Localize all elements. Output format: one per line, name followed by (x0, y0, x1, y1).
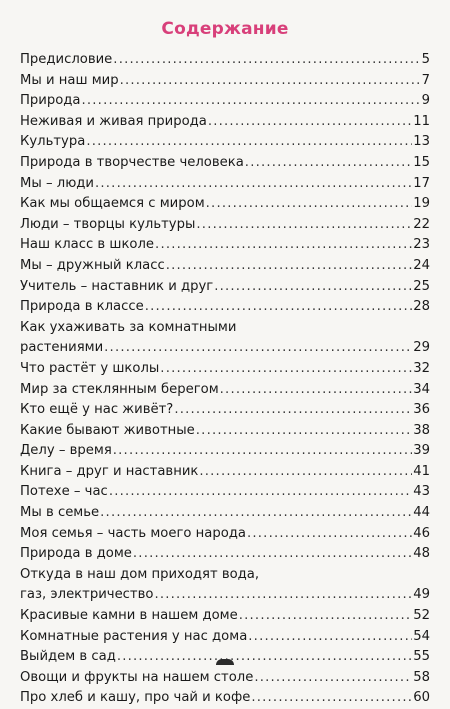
toc-entry (20, 421, 430, 442)
toc-entry-label: Комнатные растения у нас дома (20, 628, 248, 644)
dot-leader (82, 91, 421, 112)
dot-leader (113, 441, 412, 462)
toc-entry-label: Природа (20, 93, 81, 109)
toc-entry (20, 688, 430, 709)
dot-leader (206, 194, 413, 215)
toc-entry-page: 60 (413, 690, 430, 706)
toc-entry-page: 41 (413, 463, 430, 479)
toc-entry-page: 46 (413, 525, 430, 541)
toc-entry (20, 50, 430, 71)
toc-entry (20, 215, 430, 236)
toc-entry-page: 19 (413, 196, 430, 212)
toc-entry (20, 380, 430, 401)
toc-entry-label: Моя семья – часть моего народа (20, 525, 246, 541)
dot-leader (239, 606, 412, 627)
dot-leader (104, 338, 412, 359)
toc-entry-page: 5 (421, 52, 430, 67)
toc-entry-label: Неживая и живая природа (20, 113, 207, 129)
toc-entry (20, 503, 430, 524)
toc-entry (20, 668, 430, 689)
toc-entry-page: 55 (413, 649, 430, 665)
dot-leader (120, 71, 421, 92)
toc-entry-label: Наш класс в школе (20, 237, 155, 253)
toc-entry (20, 235, 430, 256)
toc-entry-label: Как мы общаемся с миром (20, 196, 205, 212)
toc-entry (20, 606, 430, 627)
toc-entry-label: Культура (20, 134, 86, 150)
dot-leader (196, 421, 412, 442)
toc-entry-page: 25 (413, 278, 430, 294)
dot-leader (166, 256, 413, 277)
toc-entry-label: Что растёт у школы (20, 360, 160, 376)
table-of-contents (20, 50, 430, 709)
dot-leader (145, 297, 412, 318)
toc-entry (20, 71, 430, 92)
toc-entry-label: Природа в творчестве человека (20, 154, 244, 170)
toc-entry-page: 36 (413, 402, 430, 418)
toc-entry (20, 441, 430, 462)
toc-entry-page: 17 (413, 175, 430, 191)
dot-leader (199, 462, 412, 483)
toc-entry-label: Выйдем в сад (20, 649, 116, 665)
toc-entry-page: 29 (413, 340, 430, 356)
toc-entry (20, 627, 430, 648)
dot-leader (254, 668, 412, 689)
dot-leader (196, 215, 412, 236)
dot-leader (247, 524, 412, 545)
toc-entry-page: 34 (413, 381, 430, 397)
toc-entry-page: 32 (413, 360, 430, 376)
toc-entry-page: 52 (413, 608, 430, 624)
toc-entry (20, 91, 430, 112)
dot-leader (113, 50, 420, 71)
toc-entry-label: Делу – время (20, 443, 112, 459)
dot-leader (133, 544, 412, 565)
toc-entry-page: 38 (413, 422, 430, 438)
toc-entry-label: Природа в доме (20, 546, 132, 562)
toc-entry-label: газ, электричество (20, 587, 154, 603)
toc-entry-page: 28 (413, 299, 430, 315)
dot-leader (208, 112, 412, 133)
toc-entry-label: Мир за стеклянным берегом (20, 381, 219, 397)
toc-entry (20, 277, 430, 298)
toc-entry (20, 482, 430, 503)
dot-leader (154, 585, 412, 606)
toc-entry-label: растениями (20, 340, 104, 356)
toc-entry-page: 39 (413, 443, 430, 459)
toc-entry-label: Мы – дружный класс (20, 257, 165, 273)
dot-leader (220, 380, 413, 401)
page-title: Содержание (161, 19, 289, 39)
toc-entry-label: Учитель – наставник и друг (20, 278, 214, 294)
toc-entry (20, 544, 430, 565)
dot-leader (248, 627, 412, 648)
dot-leader (155, 235, 412, 256)
dot-leader (100, 503, 412, 524)
dot-leader (160, 359, 412, 380)
toc-entry-page: 58 (413, 669, 430, 685)
toc-entry-label-line1: Откуда в наш дом приходят вода, (20, 566, 260, 582)
toc-entry-page: 9 (421, 93, 430, 109)
toc-entry-label: Книга – друг и наставник (20, 463, 199, 479)
toc-entry (20, 297, 430, 318)
dot-leader (86, 132, 412, 153)
dot-leader (109, 482, 412, 503)
toc-entry (20, 318, 430, 359)
dot-leader (214, 277, 412, 298)
toc-entry-page: 48 (413, 546, 430, 562)
toc-entry (20, 194, 430, 215)
dot-leader (174, 400, 412, 421)
toc-entry (20, 174, 430, 195)
toc-entry-page: 44 (413, 505, 430, 521)
toc-entry-label: Какие бывают животные (20, 422, 195, 438)
toc-entry-page: 7 (421, 72, 430, 88)
toc-entry-label: Потехе – час (20, 484, 108, 500)
toc-entry-page: 22 (413, 216, 430, 232)
dot-leader (245, 153, 412, 174)
toc-entry-page: 54 (413, 628, 430, 644)
toc-entry (20, 153, 430, 174)
dot-leader (251, 688, 412, 709)
toc-entry (20, 400, 430, 421)
toc-entry-page: 43 (413, 484, 430, 500)
toc-entry-label: Предисловие (20, 52, 113, 67)
toc-entry-page: 15 (413, 154, 430, 170)
toc-entry-label: Мы и наш мир (20, 72, 119, 88)
toc-entry (20, 359, 430, 380)
dot-leader (95, 174, 412, 195)
toc-entry (20, 256, 430, 277)
toc-entry-label: Кто ещё у нас живёт? (20, 402, 174, 418)
toc-entry (20, 112, 430, 133)
toc-entry-label: Мы в семье (20, 505, 100, 521)
toc-entry (20, 462, 430, 483)
toc-entry-label: Овощи и фрукты на нашем столе (20, 669, 254, 685)
toc-entry-label-line1: Как ухаживать за комнатными (20, 319, 237, 335)
toc-entry-page: 24 (413, 257, 430, 273)
toc-entry-page: 11 (413, 113, 430, 129)
toc-entry-label: Мы – люди (20, 175, 94, 191)
toc-entry (20, 524, 430, 545)
toc-entry-label: Красивые камни в нашем доме (20, 608, 238, 624)
page-number-mark (216, 659, 234, 665)
toc-entry (20, 132, 430, 153)
toc-entry-label: Люди – творцы культуры (20, 216, 196, 232)
toc-entry (20, 565, 430, 606)
toc-entry-page: 13 (413, 134, 430, 150)
toc-entry-page: 23 (413, 237, 430, 253)
toc-entry-label: Про хлеб и кашу, про чай и кофе (20, 690, 251, 706)
toc-entry-page: 49 (413, 587, 430, 603)
toc-entry-label: Природа в классе (20, 299, 144, 315)
